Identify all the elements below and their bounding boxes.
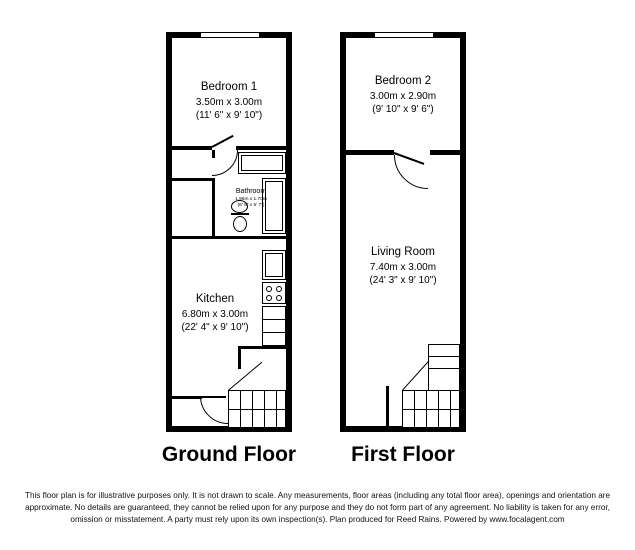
kitchen-imperial: (22' 4" x 9' 10") <box>181 322 249 334</box>
first-window-top-line2 <box>374 37 434 38</box>
kitchen-metric: 6.80m x 3.00m <box>181 308 249 320</box>
first-stair-upper-1 <box>428 356 460 357</box>
disclaimer-text: This floor plan is for illustrative purposes only. It is not drawn to scale. Any measurements, floor areas (including any total floor area), openings and orientation are approximate. No details are guaranteed, they cannot be relied upon for any purpose and they do not form part of any agreement. No liability is taken for any error, omission or misstatement. A party must rely upon its own inspection(s). Plan produced for Reed Rains. Powered by www.focalagent.com <box>24 491 611 524</box>
first-wall-landing <box>386 386 389 432</box>
room-label-bedroom-1 <box>166 80 292 123</box>
first-window-top-line1 <box>374 32 434 33</box>
bathroom-name: Bathroom <box>235 188 267 195</box>
bathroom-imperial: (6' 5" x 5' 7") <box>237 202 265 208</box>
ground-wall-hall-lower <box>238 346 286 349</box>
bedroom-1-door-arc <box>212 150 238 176</box>
bathroom-wall-bottom <box>172 236 286 239</box>
bedroom-2-metric: 3.00m x 2.90m <box>369 90 437 102</box>
first-window-top-end-l <box>374 32 375 38</box>
bathroom-toilet-cistern <box>231 213 249 215</box>
room-label-bedroom-2 <box>340 74 466 117</box>
bedroom-2-imperial: (9' 10" x 9' 6") <box>372 104 434 116</box>
ground-under-stair-door-leaf <box>200 396 226 398</box>
room-label-kitchen <box>160 292 270 335</box>
ground-floor-title: Ground Floor <box>161 443 297 466</box>
ground-window-top-line2 <box>200 37 260 38</box>
first-floor-title: First Floor <box>351 443 455 466</box>
ground-under-stair-arc <box>200 396 228 424</box>
ground-wall-bedroom-bath <box>172 146 212 150</box>
first-stair-mid-line <box>402 409 460 410</box>
bedroom-2-name: Bedroom 2 <box>374 75 432 87</box>
bedroom-1-imperial: (11' 6" x 9' 10") <box>195 110 263 122</box>
kitchen-sink-unit <box>265 253 283 277</box>
ground-wall-hall-left <box>212 150 215 158</box>
living-room-metric: 7.40m x 3.00m <box>369 261 437 273</box>
kitchen-name: Kitchen <box>195 293 235 305</box>
kitchen-hob-ring-4 <box>276 295 282 301</box>
first-stair-upper-2 <box>428 368 460 369</box>
bathroom-toilet <box>233 216 247 232</box>
first-stairs-upper <box>428 344 460 390</box>
ground-stair-mid-line <box>228 409 286 410</box>
ground-under-stair-door-swing <box>200 396 228 424</box>
first-wall-bedroom-living-right <box>430 150 460 155</box>
ground-wall-entry-left <box>172 396 202 399</box>
bedroom-1-name: Bedroom 1 <box>200 81 258 93</box>
living-room-name: Living Room <box>371 246 435 258</box>
bathroom-wall-mid <box>172 178 212 181</box>
living-room-imperial: (24' 3" x 9' 10") <box>369 275 437 287</box>
bedroom-1-door-swing <box>212 150 238 176</box>
ground-wall-bedroom-bath-right <box>236 146 286 150</box>
room-label-living-room <box>340 245 466 288</box>
kitchen-hob-ring-2 <box>276 286 282 292</box>
ground-window-top-end-l <box>200 32 201 38</box>
first-wall-bedroom-living-left <box>346 150 394 155</box>
bedroom-1-metric: 3.50m x 3.00m <box>195 96 263 108</box>
bath-tub-inner <box>241 155 283 171</box>
ground-wall-stair-left <box>238 349 241 369</box>
bathroom-metric: 1.95m x 1.70m <box>235 196 267 202</box>
ground-window-top-end-r <box>259 32 260 38</box>
first-window-top-end-r <box>433 32 434 38</box>
room-label-bathroom <box>215 188 287 209</box>
ground-window-top-line1 <box>200 32 260 33</box>
